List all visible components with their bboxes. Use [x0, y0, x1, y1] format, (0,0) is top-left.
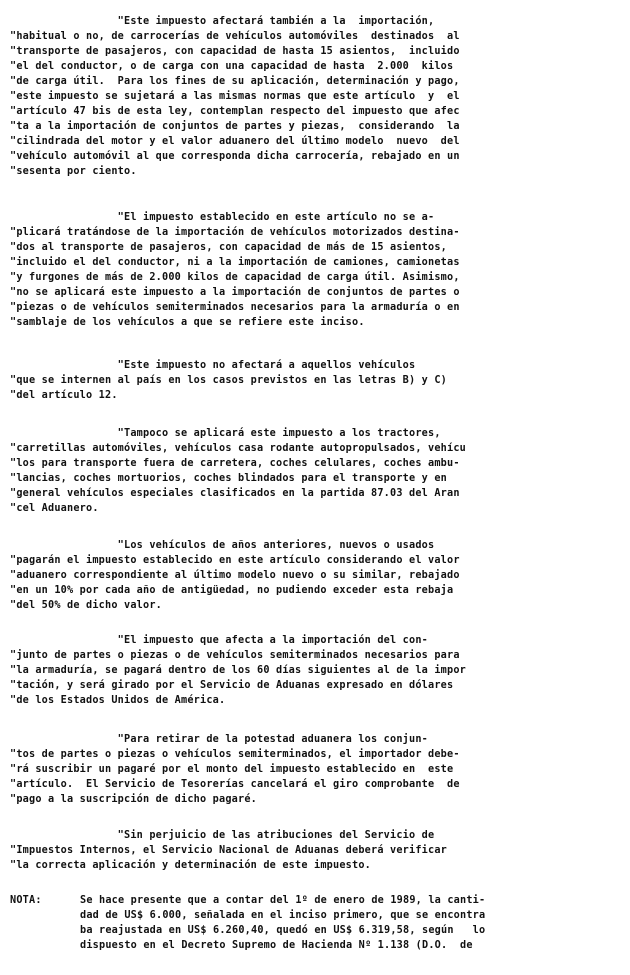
text-line: "el del conductor, o de carga con una capacidad de hasta 2.000 kilos	[10, 61, 454, 72]
paragraph-6	[10, 633, 610, 708]
text-line: "los para transporte fuera de carretera, coches celulares, coches ambu-	[10, 458, 460, 469]
text-line: "del artículo 12.	[10, 390, 118, 401]
text-line: "Tampoco se aplicará este impuesto a los tractores,	[10, 428, 441, 439]
text-line: "artículo 47 bis de esta ley, contemplan respecto del impuesto que afec	[10, 106, 460, 117]
text-line: "Para retirar de la potestad aduanera los conjun-	[10, 734, 429, 745]
text-line: "piezas o de vehículos semiterminados necesarios para la armaduría o en	[10, 302, 460, 313]
paragraph-3	[10, 358, 610, 403]
text-line: "la correcta aplicación y determinación de este impuesto.	[10, 860, 372, 871]
text-line: "artículo. El Servicio de Tesorerías cancelará el giro comprobante de	[10, 779, 460, 790]
text-line: "Este impuesto afectará también a la importación,	[10, 16, 435, 27]
text-line: "dos al transporte de pasajeros, con capacidad de más de 15 asientos,	[10, 242, 448, 253]
paragraph-8	[10, 828, 610, 873]
text-line: "El impuesto que afecta a la importación del con-	[10, 635, 429, 646]
text-line: "de carga útil. Para los fines de su aplicación, determinación y pago,	[10, 76, 460, 87]
paragraph-1	[10, 14, 610, 179]
text-line: "rá suscribir un pagaré por el monto del impuesto establecido en este	[10, 764, 454, 775]
text-line: "Los vehículos de años anteriores, nuevos o usados	[10, 540, 435, 551]
text-line: "plicará tratándose de la importación de vehículos motorizados destina-	[10, 227, 460, 238]
paragraph-7	[10, 732, 610, 807]
text-line: "carretillas automóviles, vehículos casa rodante autopropulsados, vehícu	[10, 443, 467, 454]
text-line: "tación, y será girado por el Servicio de Aduanas expresado en dólares	[10, 680, 454, 691]
paragraph-5	[10, 538, 610, 613]
paragraph-4	[10, 426, 610, 516]
text-line: "sesenta por ciento.	[10, 166, 137, 177]
paragraph-2	[10, 210, 610, 330]
text-line: "tos de partes o piezas o vehículos semiterminados, el importador debe-	[10, 749, 460, 760]
text-line: "cel Aduanero.	[10, 503, 99, 514]
text-line: "de los Estados Unidos de América.	[10, 695, 226, 706]
text-line: "general vehículos especiales clasificados en la partida 87.03 del Aran	[10, 488, 460, 499]
text-line: "ta a la importación de conjuntos de partes y piezas, considerando la	[10, 121, 460, 132]
text-line: "Impuestos Internos, el Servicio Nacional de Aduanas deberá verificar	[10, 845, 448, 856]
text-line: "este impuesto se sujetará a las mismas normas que este artículo y el	[10, 91, 460, 102]
text-line: "Este impuesto no afectará a aquellos vehículos	[10, 360, 416, 371]
text-line: "vehículo automóvil al que corresponda dicha carrocería, rebajado en un	[10, 151, 460, 162]
text-line: "y furgones de más de 2.000 kilos de capacidad de carga útil. Asimismo,	[10, 272, 460, 283]
text-line: "que se internen al país en los casos previstos en las letras B) y C)	[10, 375, 448, 386]
text-line: "pagarán el impuesto establecido en este artículo considerando el valor	[10, 555, 460, 566]
text-line: "incluido el del conductor, ni a la importación de camiones, camionetas	[10, 257, 460, 268]
text-line: "aduanero correspondiente al último modelo nuevo o su similar, rebajado	[10, 570, 460, 581]
note-label: NOTA:	[10, 895, 42, 906]
text-line: "transporte de pasajeros, con capacidad de hasta 15 asientos, incluido	[10, 46, 460, 57]
text-line: "habitual o no, de carrocerías de vehículos automóviles destinados al	[10, 31, 460, 42]
text-line: "cilindrada del motor y el valor aduanero del último modelo nuevo del	[10, 136, 460, 147]
text-line: "lancias, coches mortuorios, coches blindados para el transporte y en	[10, 473, 448, 484]
text-line: dad de US$ 6.000, señalada en el inciso primero, que se encontra	[80, 910, 486, 921]
note-body	[80, 893, 610, 953]
text-line: ba reajustada en US$ 6.260,40, quedó en US$ 6.319,58, según lo	[80, 925, 486, 936]
text-line: "samblaje de los vehículos a que se refiere este inciso.	[10, 317, 365, 328]
text-line: "El impuesto establecido en este artículo no se a-	[10, 212, 435, 223]
text-line: "la armaduría, se pagará dentro de los 60 días siguientes al de la impor	[10, 665, 467, 676]
text-line: dispuesto en el Decreto Supremo de Hacienda Nº 1.138 (D.O. de	[80, 940, 473, 951]
text-line: "del 50% de dicho valor.	[10, 600, 163, 611]
text-line: "junto de partes o piezas o de vehículos semiterminados necesarios para	[10, 650, 460, 661]
text-line: "pago a la suscripción de dicho pagaré.	[10, 794, 258, 805]
text-line: "Sin perjuicio de las atribuciones del Servicio de	[10, 830, 435, 841]
text-line: "no se aplicará este impuesto a la importación de conjuntos de partes o	[10, 287, 460, 298]
text-line: Se hace presente que a contar del 1º de enero de 1989, la canti-	[80, 895, 486, 906]
text-line: "en un 10% por cada año de antigüedad, no pudiendo exceder esta rebaja	[10, 585, 454, 596]
